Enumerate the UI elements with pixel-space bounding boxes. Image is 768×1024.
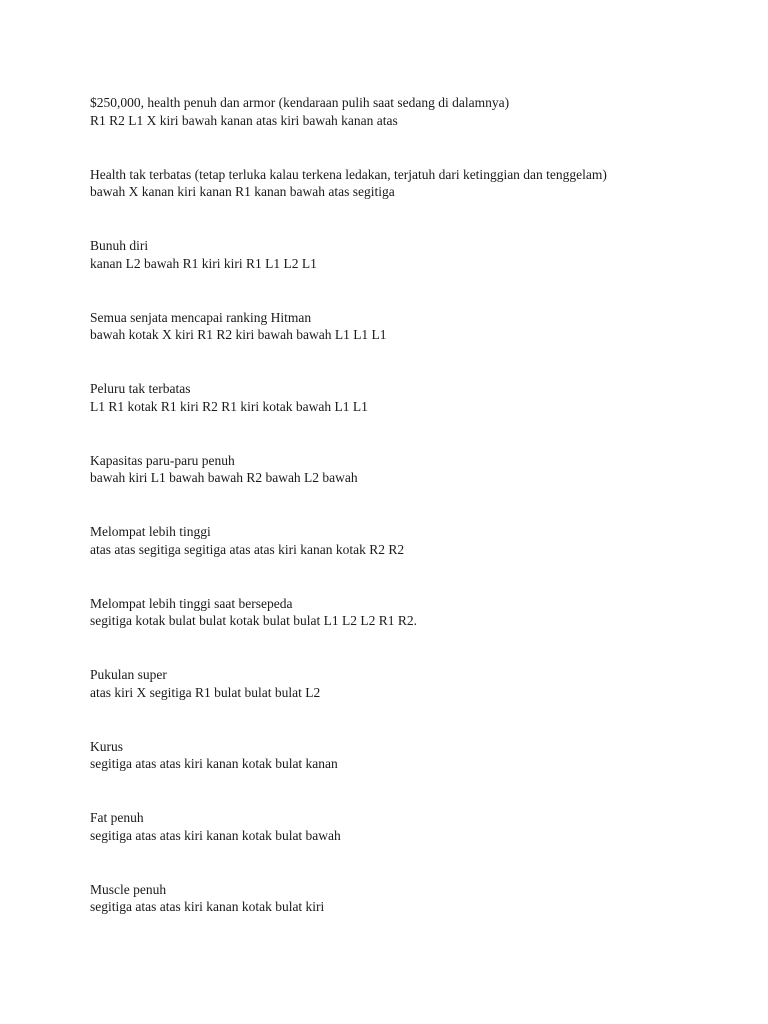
cheat-entry-higher-jump <box>90 523 750 595</box>
cheat-entry-full-muscle <box>90 881 750 953</box>
cheat-code: atas kiri X segitiga R1 bulat bulat bulat L2 <box>90 684 321 700</box>
cheat-title: Semua senjata mencapai ranking Hitman <box>90 309 312 325</box>
cheat-code: bawah kiri L1 bawah bawah R2 bawah L2 bawah <box>90 470 358 485</box>
cheat-code: segitiga atas atas kiri kanan kotak bulat kiri <box>90 899 325 914</box>
cheat-entry-infinite-ammo <box>90 380 750 452</box>
cheat-entry-full-fat <box>90 809 750 881</box>
cheat-code: atas atas segitiga segitiga atas atas kiri kanan kotak R2 R2 <box>90 541 405 557</box>
cheat-code: segitiga atas atas kiri kanan kotak bulat kanan <box>90 756 338 771</box>
cheat-entry-suicide <box>90 237 750 309</box>
cheat-title: Fat penuh <box>90 810 144 825</box>
cheat-code: segitiga atas atas kiri kanan kotak bulat bawah <box>90 827 341 843</box>
cheat-code: bawah kotak X kiri R1 R2 kiri bawah bawah L1 L1 L1 <box>90 327 387 342</box>
cheat-code: bawah X kanan kiri kanan R1 kanan bawah atas segitiga <box>90 184 395 199</box>
cheat-entry-money-health-armor <box>90 94 750 166</box>
cheat-list <box>90 94 750 952</box>
cheat-entry-bike-jump <box>90 595 750 667</box>
cheat-entry-skinny <box>90 738 750 810</box>
cheat-title: Melompat lebih tinggi saat bersepeda <box>90 595 293 611</box>
cheat-title: Peluru tak terbatas <box>90 381 191 396</box>
cheat-title: Muscle penuh <box>90 881 167 897</box>
cheat-title: Melompat lebih tinggi <box>90 524 211 539</box>
cheat-title: Kurus <box>90 738 123 754</box>
cheat-entry-infinite-health <box>90 166 750 238</box>
cheat-code: kanan L2 bawah R1 kiri kiri R1 L1 L2 L1 <box>90 255 317 271</box>
cheat-code: segitiga kotak bulat bulat kotak bulat bulat L1 L2 L2 R1 R2. <box>90 613 417 628</box>
cheat-code: R1 R2 L1 X kiri bawah kanan atas kiri bawah kanan atas <box>90 112 398 128</box>
cheat-title: Bunuh diri <box>90 238 149 253</box>
cheat-title: Kapasitas paru-paru penuh <box>90 452 235 468</box>
cheat-entry-hitman-rank <box>90 309 750 381</box>
cheat-entry-lung-capacity <box>90 452 750 524</box>
cheat-code: L1 R1 kotak R1 kiri R2 R1 kiri kotak bawah L1 L1 <box>90 398 368 414</box>
cheat-title: Pukulan super <box>90 667 167 682</box>
cheat-entry-super-punch <box>90 666 750 738</box>
cheat-title: Health tak terbatas (tetap terluka kalau terkena ledakan, terjatuh dari ketinggian dan tenggelam) <box>90 166 607 182</box>
cheat-title: $250,000, health penuh dan armor (kendaraan pulih saat sedang di dalamnya) <box>90 95 510 110</box>
